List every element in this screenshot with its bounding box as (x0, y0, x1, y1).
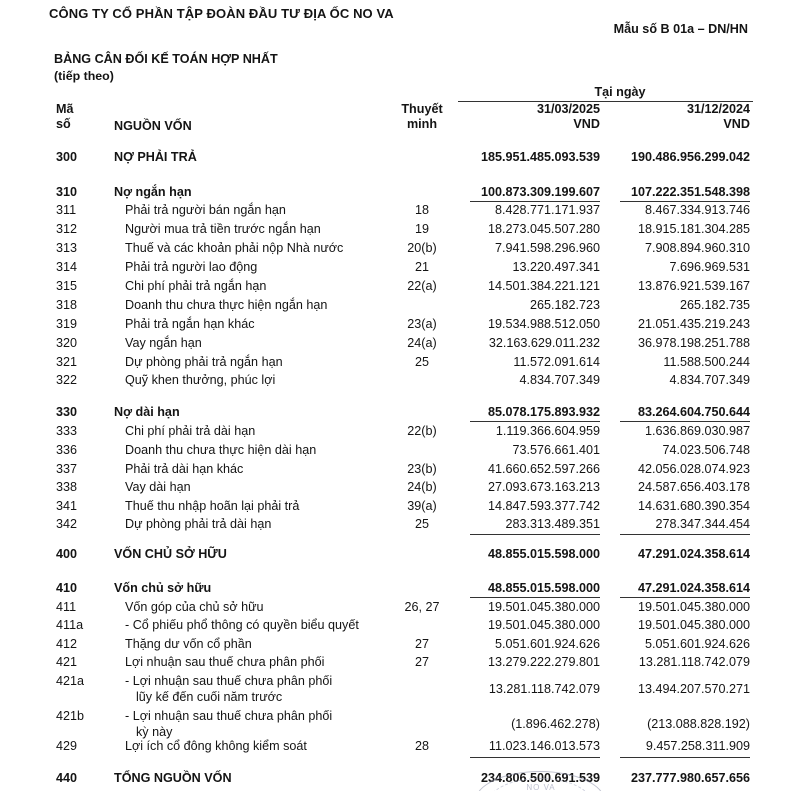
table-row (0, 599, 787, 616)
date1-label: 31/03/2025 (536, 102, 600, 116)
row-item (125, 708, 365, 740)
row-note: 19 (414, 222, 429, 236)
row-item: Doanh thu chưa thực hiện dài hạn (125, 443, 317, 457)
subtotal-underline (470, 421, 600, 422)
row-value-2024: 19.501.045.380.000 (637, 600, 750, 614)
row-item: Thuế thu nhập hoãn lại phải trả (125, 499, 300, 513)
row-value-2025: 11.023.146.013.573 (488, 739, 600, 753)
row-code: 412 (56, 637, 78, 651)
table-row (0, 221, 787, 238)
row-item: Thặng dư vốn cổ phần (125, 637, 252, 651)
company-name: CÔNG TY CỔ PHẦN TẬP ĐOÀN ĐẦU TƯ ĐỊA ỐC NO VA (49, 6, 394, 21)
row-item: Dự phòng phải trả ngắn hạn (125, 355, 283, 369)
row-value-2025: 13.279.222.279.801 (487, 655, 600, 669)
row-code: 440 (56, 771, 78, 785)
row-value-2024: (213.088.828.192) (647, 717, 750, 731)
table-row (0, 498, 787, 515)
row-value-2025: 1.119.366.604.959 (495, 424, 600, 438)
row-item: Nợ dài hạn (114, 405, 180, 419)
row-value-2025: 11.572.091.614 (513, 355, 600, 369)
row-note: 24(b) (407, 480, 437, 494)
row-value-2024: 4.834.707.349 (669, 373, 750, 387)
row-value-2025: 185.951.485.093.539 (480, 150, 600, 164)
note-header-line1: Thuyết (401, 102, 443, 116)
row-value-2024: 13.876.921.539.167 (637, 279, 750, 293)
row-code: 336 (56, 443, 78, 457)
row-value-2024: 278.347.344.454 (655, 517, 750, 531)
row-value-2024: 19.501.045.380.000 (637, 618, 750, 632)
row-value-2025: 14.501.384.221.121 (487, 279, 600, 293)
row-value-2025: 48.855.015.598.000 (487, 547, 600, 561)
table-row (0, 706, 787, 742)
row-code: 337 (56, 462, 78, 476)
row-code: 342 (56, 517, 78, 531)
table-row (0, 149, 787, 166)
row-value-2025: 8.428.771.171.937 (494, 203, 600, 217)
row-item: Dự phòng phải trả dài hạn (125, 517, 272, 531)
table-row (0, 354, 787, 371)
row-value-2024: 1.636.869.030.987 (644, 424, 750, 438)
row-note: 20(b) (407, 241, 437, 255)
table-row (0, 184, 787, 201)
row-note: 25 (414, 517, 429, 531)
note-header-line2: minh (406, 117, 438, 131)
table-row (0, 479, 787, 496)
subtotal-underline (620, 597, 750, 598)
row-item: Phải trả dài hạn khác (125, 462, 244, 476)
row-item-line2: kỳ này (136, 725, 173, 739)
row-value-2024: 36.978.198.251.788 (637, 336, 750, 350)
row-item: - Cổ phiếu phổ thông có quyền biểu quyết (125, 618, 359, 632)
table-row (0, 617, 787, 634)
note-column-header (392, 102, 452, 132)
row-item: Lợi ích cổ đông không kiểm soát (125, 739, 307, 753)
row-value-2025: 14.847.593.377.742 (487, 499, 600, 513)
unit1-label: VND (573, 117, 600, 131)
row-note: 18 (414, 203, 429, 217)
row-value-2025: 100.873.309.199.607 (480, 185, 600, 199)
row-note: 26, 27 (404, 600, 440, 614)
table-row (0, 297, 787, 314)
row-value-2025: 4.834.707.349 (519, 373, 600, 387)
item-column-header: NGUỒN VỐN (114, 119, 192, 133)
row-value-2025: 234.806.500.691.539 (480, 771, 600, 785)
row-code: 411a (56, 618, 84, 632)
row-item: Người mua trả tiền trước ngắn hạn (125, 222, 321, 236)
row-value-2025: 265.182.723 (529, 298, 600, 312)
row-item: Nợ ngắn hạn (114, 185, 192, 199)
row-item: Phải trả ngắn hạn khác (125, 317, 255, 331)
row-item: Doanh thu chưa thực hiện ngắn hạn (125, 298, 328, 312)
table-row (0, 335, 787, 352)
table-row (0, 580, 787, 597)
row-code: 321 (56, 355, 78, 369)
row-note: 27 (414, 637, 429, 651)
row-value-2025: 283.313.489.351 (505, 517, 600, 531)
row-value-2024: 5.051.601.924.626 (644, 637, 750, 651)
row-item: Vay ngắn hạn (125, 336, 202, 350)
row-code: 333 (56, 424, 78, 438)
row-note: 23(b) (407, 462, 437, 476)
row-code: 341 (56, 499, 78, 513)
row-item: Thuế và các khoản phải nộp Nhà nước (125, 241, 344, 255)
document-subtitle: (tiếp theo) (54, 69, 114, 83)
row-note: 27 (414, 655, 429, 669)
row-value-2024: 237.777.980.657.656 (630, 771, 750, 785)
row-code: 319 (56, 317, 78, 331)
row-value-2025: 7.941.598.296.960 (494, 241, 600, 255)
row-code: 429 (56, 739, 78, 753)
row-value-2024: 74.023.506.748 (662, 443, 750, 457)
table-row (0, 738, 787, 755)
row-note: 25 (414, 355, 429, 369)
row-value-2025: 41.660.652.597.266 (487, 462, 600, 476)
subtotal-underline (470, 597, 600, 598)
row-item (125, 673, 365, 705)
row-value-2025: 13.281.118.742.079 (488, 682, 600, 696)
table-row (0, 240, 787, 257)
row-item: VỐN CHỦ SỞ HỮU (114, 547, 227, 561)
row-value-2024: 265.182.735 (679, 298, 750, 312)
row-code: 410 (56, 581, 78, 595)
row-code: 338 (56, 480, 78, 494)
row-value-2024: 24.587.656.403.178 (637, 480, 750, 494)
row-value-2024: 83.264.604.750.644 (637, 405, 750, 419)
row-value-2024: 7.908.894.960.310 (644, 241, 750, 255)
row-note: 22(b) (407, 424, 437, 438)
table-row (0, 671, 787, 707)
row-code: 421 (56, 655, 78, 669)
row-value-2024: 47.291.024.358.614 (637, 547, 750, 561)
row-value-2024: 7.696.969.531 (669, 260, 750, 274)
row-value-2024: 18.915.181.304.285 (637, 222, 750, 236)
row-value-2025: 13.220.497.341 (512, 260, 600, 274)
row-value-2025: 19.501.045.380.000 (487, 618, 600, 632)
row-code: 320 (56, 336, 78, 350)
table-row (0, 259, 787, 276)
row-code: 312 (56, 222, 78, 236)
table-row (0, 404, 787, 421)
row-code: 411 (56, 600, 77, 614)
date1-column-header (470, 102, 600, 132)
document-title: BẢNG CÂN ĐỐI KẾ TOÁN HỢP NHẤT (54, 52, 278, 66)
row-code: 314 (56, 260, 78, 274)
subtotal-underline (470, 534, 600, 535)
row-code: 421b (56, 709, 85, 723)
row-code: 322 (56, 373, 78, 387)
row-value-2024: 14.631.680.390.354 (637, 499, 750, 513)
row-value-2024: 8.467.334.913.746 (644, 203, 750, 217)
row-value-2024: 42.056.028.074.923 (637, 462, 750, 476)
row-value-2025: 73.576.661.401 (512, 443, 600, 457)
subtotal-underline (620, 421, 750, 422)
date-group-header: Tại ngày (594, 85, 646, 99)
row-item: NỢ PHẢI TRẢ (114, 150, 197, 164)
table-row (0, 654, 787, 671)
row-value-2025: 5.051.601.924.626 (494, 637, 600, 651)
table-row (0, 461, 787, 478)
row-value-2024: 9.457.258.311.909 (645, 739, 750, 753)
row-code: 421a (56, 674, 85, 688)
row-item: Lợi nhuận sau thuế chưa phân phối (125, 655, 325, 669)
row-value-2024: 190.486.956.299.042 (630, 150, 750, 164)
seal-text: NO VA (526, 783, 556, 791)
row-item: Quỹ khen thưởng, phúc lợi (125, 373, 276, 387)
row-item: Chi phí phải trả dài hạn (125, 424, 256, 438)
row-note: 39(a) (407, 499, 437, 513)
row-code: 330 (56, 405, 78, 419)
row-value-2024: 11.588.500.244 (663, 355, 750, 369)
row-item: Chi phí phải trả ngắn hạn (125, 279, 267, 293)
row-item: Phải trả người bán ngắn hạn (125, 203, 286, 217)
date2-column-header (620, 102, 750, 132)
row-item: Phải trả người lao động (125, 260, 258, 274)
subtotal-underline (620, 757, 750, 758)
row-value-2025: 32.163.629.011.232 (488, 336, 600, 350)
row-value-2024: 13.281.118.742.079 (638, 655, 750, 669)
table-row (0, 316, 787, 333)
table-row (0, 546, 787, 563)
subtotal-underline (470, 757, 600, 758)
row-value-2024: 107.222.351.548.398 (630, 185, 750, 199)
date2-label: 31/12/2024 (686, 102, 750, 116)
row-value-2025: 19.501.045.380.000 (487, 600, 600, 614)
code-header-line2: số (56, 117, 71, 131)
row-value-2024: 21.051.435.219.243 (637, 317, 750, 331)
row-item: Vốn góp của chủ sở hữu (125, 600, 264, 614)
row-value-2025: (1.896.462.278) (511, 717, 600, 731)
code-header-line1: Mã (56, 102, 74, 116)
row-code: 313 (56, 241, 78, 255)
row-code: 400 (56, 547, 78, 561)
row-code: 318 (56, 298, 78, 312)
table-row (0, 202, 787, 219)
row-code: 315 (56, 279, 78, 293)
code-column-header (56, 102, 74, 132)
table-row (0, 423, 787, 440)
row-item-line1: - Lợi nhuận sau thuế chưa phân phối (125, 709, 333, 723)
table-row (0, 372, 787, 389)
row-item: Vốn chủ sở hữu (114, 581, 212, 595)
row-value-2024: 13.494.207.570.271 (637, 682, 750, 696)
row-note: 23(a) (407, 317, 437, 331)
table-row (0, 770, 787, 787)
form-number: Mẫu số B 01a – DN/HN (613, 22, 748, 36)
row-value-2025: 19.534.988.512.050 (487, 317, 600, 331)
row-code: 300 (56, 150, 78, 164)
row-value-2025: 18.273.045.507.280 (487, 222, 600, 236)
table-row (0, 442, 787, 459)
row-note: 21 (414, 260, 429, 274)
row-note: 22(a) (407, 279, 437, 293)
table-row (0, 636, 787, 653)
table-row (0, 516, 787, 533)
row-item: Vay dài hạn (125, 480, 191, 494)
row-note: 28 (414, 739, 429, 753)
row-item-line1: - Lợi nhuận sau thuế chưa phân phối (125, 674, 333, 688)
row-value-2025: 48.855.015.598.000 (487, 581, 600, 595)
row-item: TỔNG NGUỒN VỐN (114, 771, 232, 785)
row-code: 310 (56, 185, 78, 199)
row-value-2025: 85.078.175.893.932 (487, 405, 600, 419)
row-code: 311 (56, 203, 77, 217)
row-note: 24(a) (407, 336, 437, 350)
table-row (0, 278, 787, 295)
subtotal-underline (620, 534, 750, 535)
row-value-2025: 27.093.673.163.213 (487, 480, 600, 494)
row-item-line2: lũy kế đến cuối năm trước (136, 690, 283, 704)
row-value-2024: 47.291.024.358.614 (637, 581, 750, 595)
unit2-label: VND (723, 117, 750, 131)
